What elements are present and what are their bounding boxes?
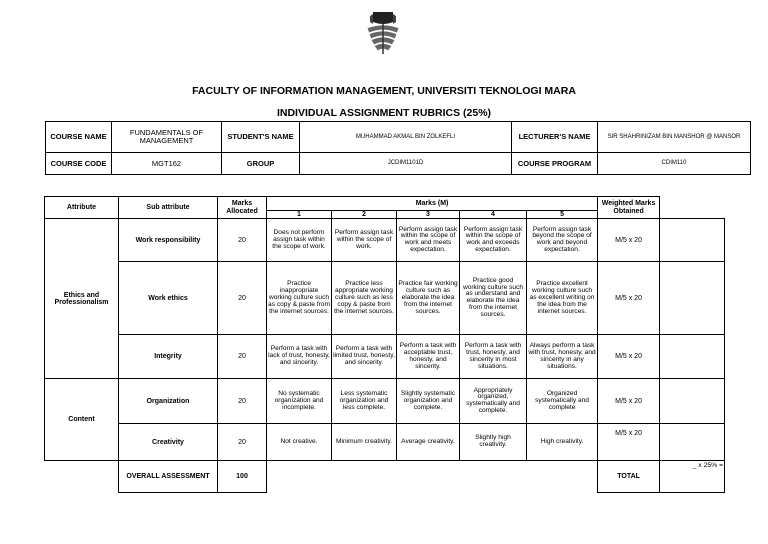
sub-attribute-cell: Organization — [119, 379, 218, 424]
group-value: JCDIM1101D — [300, 153, 512, 175]
sub-attribute-cell: Work responsibility — [119, 219, 218, 262]
marks-allocated-header: Marks Allocated — [218, 197, 267, 219]
sub-attribute-cell: Creativity — [119, 424, 218, 461]
course-program-label: COURSE PROGRAM — [512, 153, 598, 175]
descriptor-4: Appropriately organized, systematically and complete. — [460, 379, 527, 424]
table-row — [45, 379, 725, 424]
student-name-label: STUDENT'S NAME — [222, 122, 300, 153]
descriptor-3: Practice fair working culture such as elaborate the idea from the internet sources. — [397, 262, 460, 335]
overall-assessment-label: OVERALL ASSESSMENT — [119, 461, 218, 493]
descriptor-3: Perform a task with acceptable trust, honesty, and sincerity. — [397, 335, 460, 379]
weighted-cell: M/5 x 20 — [598, 262, 660, 335]
blank-span-cell — [267, 461, 598, 493]
descriptor-2: Minimum creativity. — [332, 424, 397, 461]
descriptor-1: Perform a task with lack of trust, honesty, and sincerity. — [267, 335, 332, 379]
course-info-table — [45, 121, 751, 175]
marks-cell: 20 — [218, 262, 267, 335]
descriptor-5: Organized systematically and complete — [527, 379, 598, 424]
lecturer-name-value: SIR SHAHRINIZAM BIN MANSHOR @ MANSOR — [598, 122, 751, 153]
descriptor-1: Practice inappropriate working culture such as copy & paste from the internet sources. — [267, 262, 332, 335]
descriptor-5: Practice excellent working culture such as excellent writing on the idea from the internet sources. — [527, 262, 598, 335]
table-row — [45, 219, 725, 262]
weighted-cell: M/5 x 20 — [598, 335, 660, 379]
table-row — [45, 424, 725, 461]
descriptor-5: High creativity. — [527, 424, 598, 461]
scale-4-header: 4 — [460, 211, 527, 219]
weighted-cell: M/5 x 20 — [598, 379, 660, 424]
descriptor-4: Perform a task with trust, honesty, and sincerity in most situations. — [460, 335, 527, 379]
scale-2-header: 2 — [332, 211, 397, 219]
marks-m-header: Marks (M) — [267, 197, 598, 211]
student-name-value: MUHAMMAD AKMAL BIN ZOLKEFLI — [300, 122, 512, 153]
course-code-value: MGT162 — [112, 153, 222, 175]
total-value[interactable]: _ x 25% = — [660, 461, 725, 493]
score-cell[interactable] — [660, 379, 725, 424]
blank-cell — [45, 461, 119, 493]
sub-attribute-cell: Integrity — [119, 335, 218, 379]
score-cell[interactable] — [660, 262, 725, 335]
descriptor-2: Practice less appropriate working culture such as less copy & paste from the internet sources. — [332, 262, 397, 335]
descriptor-4: Practice good working culture such as understand and elaborate the idea from the internet sources. — [460, 262, 527, 335]
marks-cell: 20 — [218, 219, 267, 262]
marks-cell: 20 — [218, 379, 267, 424]
course-name-value: FUNDAMENTALS OF MANAGEMENT — [112, 122, 222, 153]
descriptor-4: Perform assign task within the scope of work and exceeds expectation. — [460, 219, 527, 262]
rubric-table — [44, 196, 725, 493]
total-label: TOTAL — [598, 461, 660, 493]
table-row — [45, 335, 725, 379]
weighted-cell: M/5 x 20 — [598, 424, 660, 461]
course-name-label: COURSE NAME — [46, 122, 112, 153]
descriptor-1: No systematic organization and incomplete. — [267, 379, 332, 424]
descriptor-3: Average creativity. — [397, 424, 460, 461]
descriptor-5: Always perform a task with trust, honesty, and sincerity in any situations. — [527, 335, 598, 379]
attribute-header: Attribute — [45, 197, 119, 219]
score-cell[interactable] — [660, 219, 725, 262]
overall-marks: 100 — [218, 461, 267, 493]
descriptor-2: Perform a task with limited trust, honesty, and sincerity. — [332, 335, 397, 379]
table-row — [45, 262, 725, 335]
attribute-cell: Content — [45, 379, 119, 461]
weighted-marks-header: Weighted Marks Obtained — [598, 197, 660, 219]
marks-cell: 20 — [218, 424, 267, 461]
descriptor-2: Perform assign task within the scope of work. — [332, 219, 397, 262]
marks-cell: 20 — [218, 335, 267, 379]
descriptor-2: Less systematic organization and less complete. — [332, 379, 397, 424]
sub-attribute-cell: Work ethics — [119, 262, 218, 335]
score-cell[interactable] — [660, 424, 725, 461]
blank-header-cell — [660, 197, 725, 219]
group-label: GROUP — [222, 153, 300, 175]
lecturer-name-label: LECTURER'S NAME — [512, 122, 598, 153]
descriptor-3: Perform assign task within the scope of work and meets expectation. — [397, 219, 460, 262]
descriptor-4: Slightly high creativity. — [460, 424, 527, 461]
weighted-cell: M/5 x 20 — [598, 219, 660, 262]
course-program-value: CDIM110 — [598, 153, 751, 175]
attribute-cell: Ethics and Professionalism — [45, 219, 119, 379]
descriptor-1: Does not perform assign task within the scope of work. — [267, 219, 332, 262]
course-code-label: COURSE CODE — [46, 153, 112, 175]
scale-1-header: 1 — [267, 211, 332, 219]
score-cell[interactable] — [660, 335, 725, 379]
descriptor-1: Not creative. — [267, 424, 332, 461]
descriptor-3: Slightly systematic organization and complete. — [397, 379, 460, 424]
scale-3-header: 3 — [397, 211, 460, 219]
faculty-heading: FACULTY OF INFORMATION MANAGEMENT, UNIVERSITI TEKNOLOGI MARA — [192, 85, 576, 97]
overall-row — [45, 461, 725, 493]
sub-attribute-header: Sub attribute — [119, 197, 218, 219]
descriptor-5: Perform assign task beyond the scope of work and beyond expectation. — [527, 219, 598, 262]
rubric-title: INDIVIDUAL ASSIGNMENT RUBRICS (25%) — [276, 107, 492, 119]
university-logo-icon — [360, 10, 406, 56]
scale-5-header: 5 — [527, 211, 598, 219]
